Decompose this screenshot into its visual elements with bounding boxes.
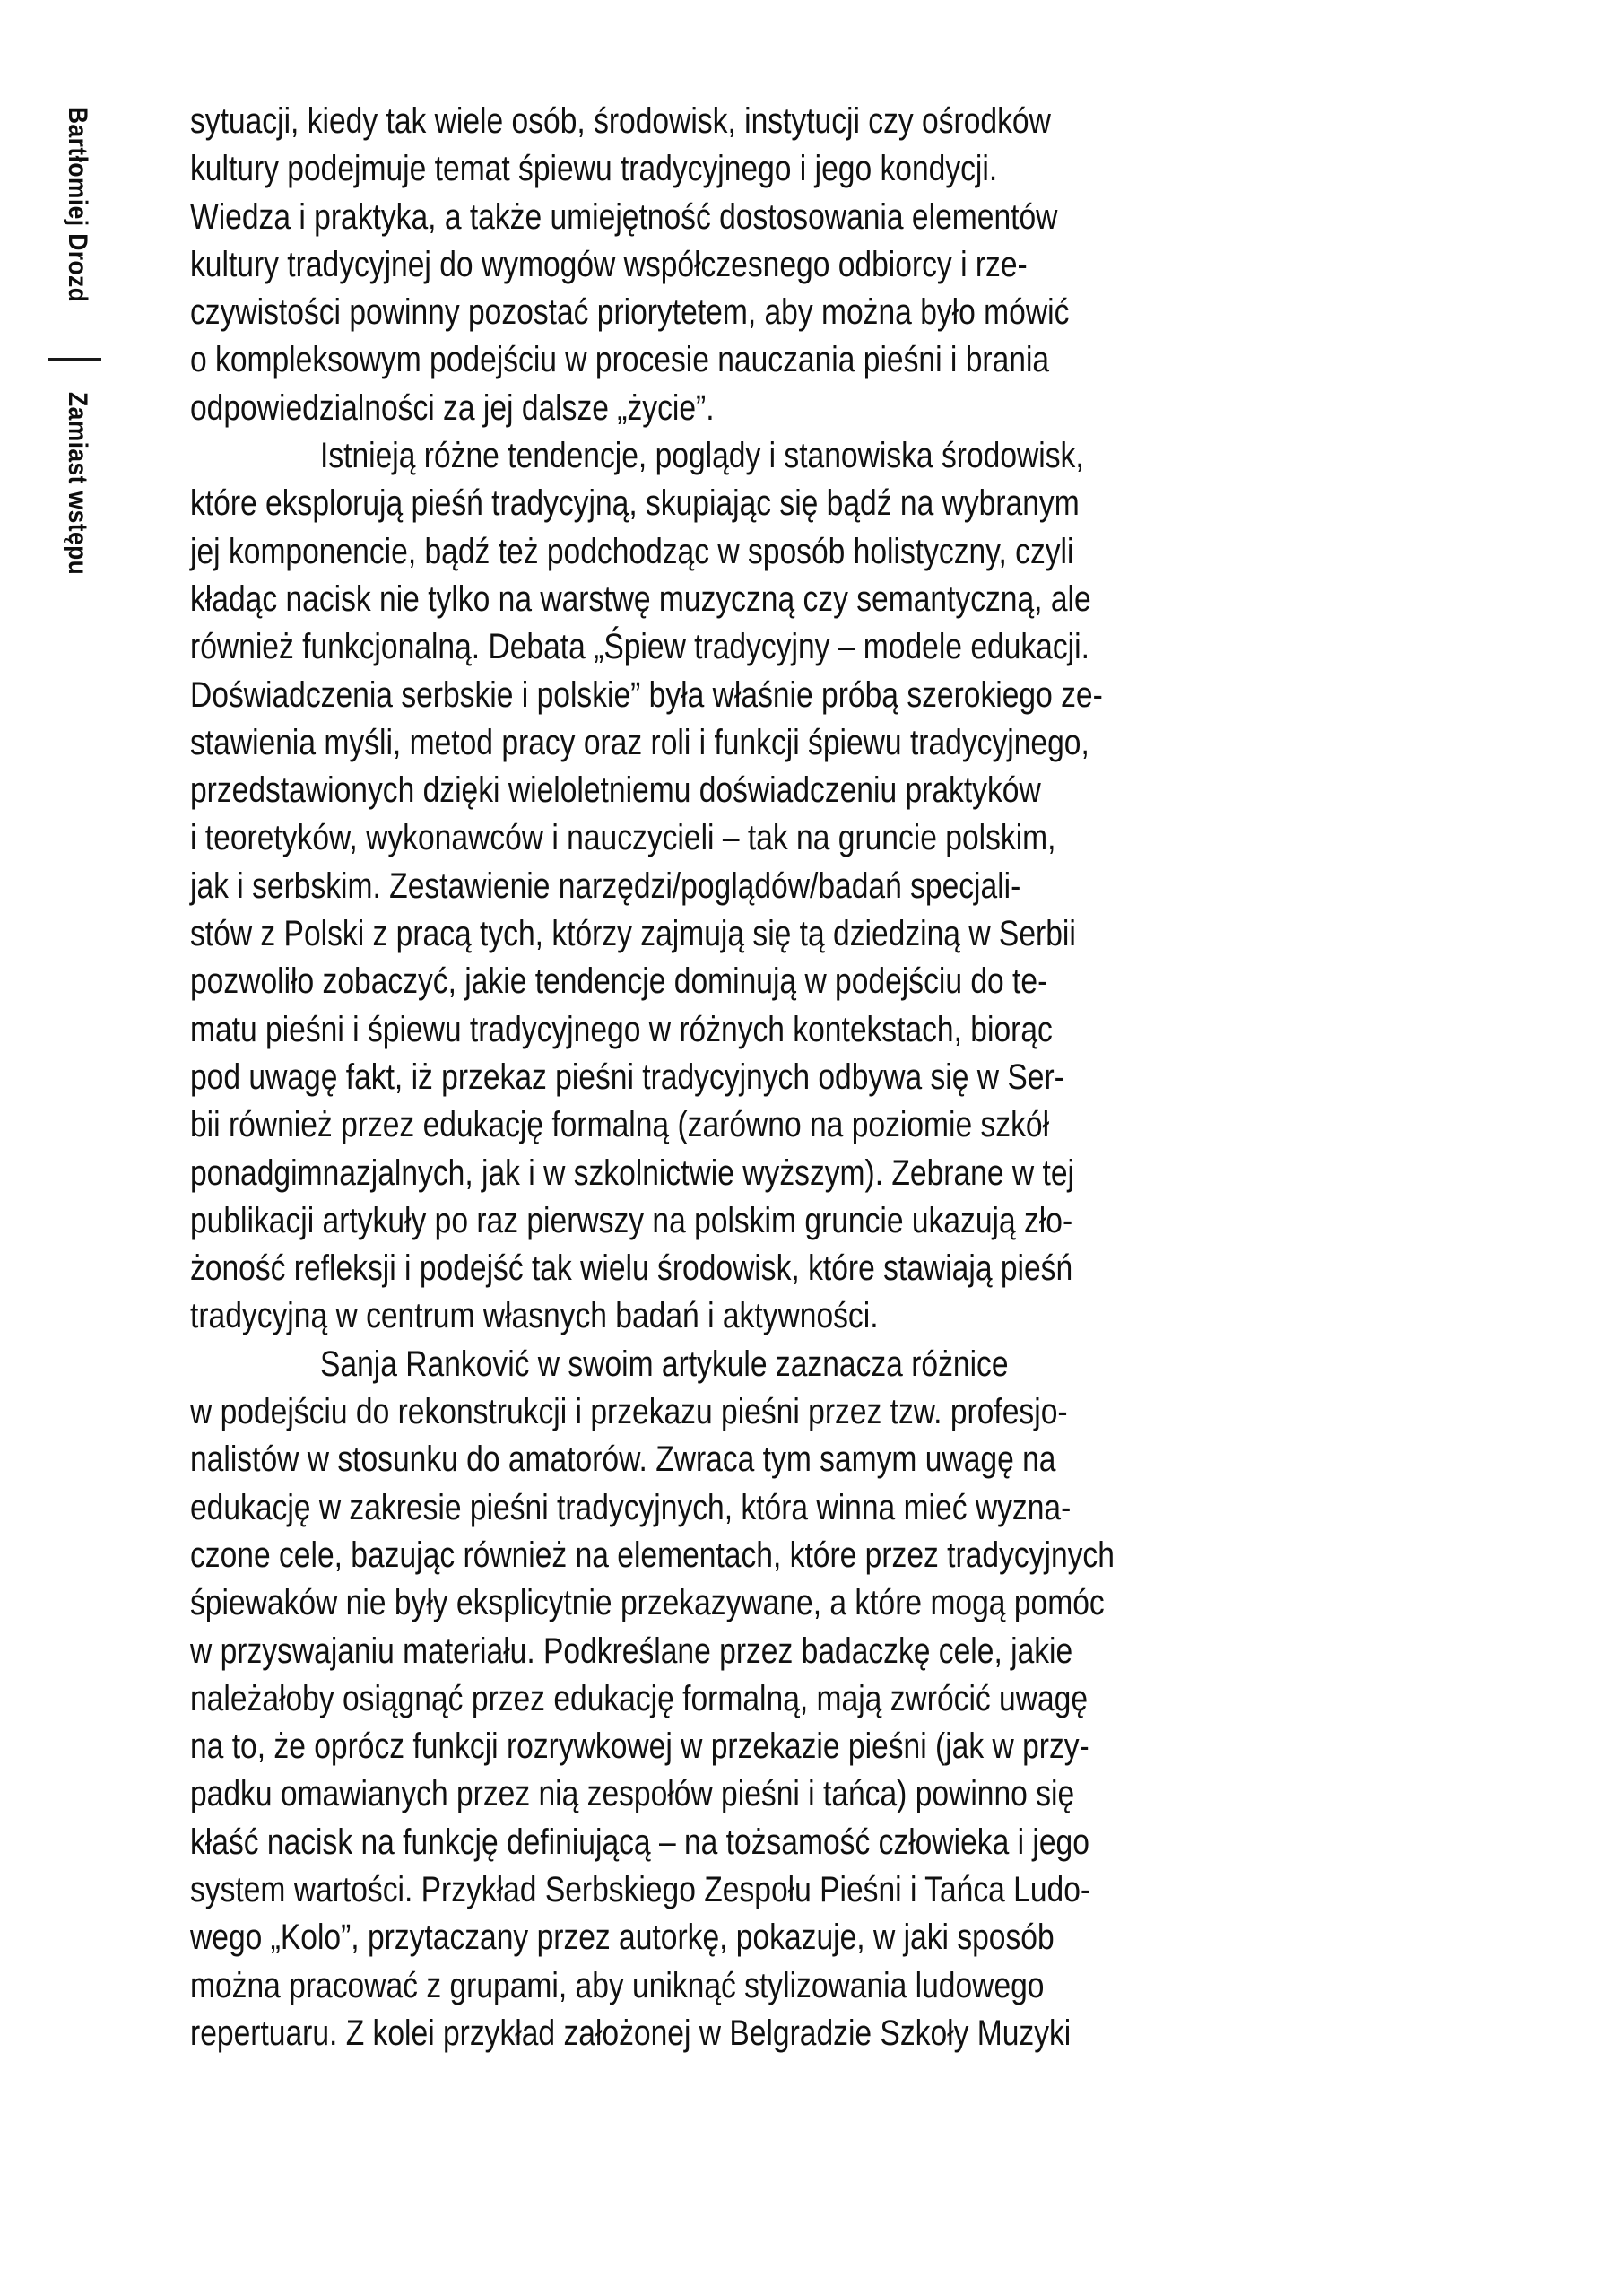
body-line: pozwoliło zobaczyć, jakie tendencje dominują w podejściu do te- bbox=[190, 961, 1048, 1002]
body-line: sytuacji, kiedy tak wiele osób, środowisk, instytucji czy ośrodków bbox=[190, 101, 1051, 141]
body-line: kłaść nacisk na funkcję definiującą – na tożsamość człowieka i jego bbox=[190, 1822, 1089, 1862]
sidebar-author-vertical-text: Bartłomiej Drozd bbox=[63, 107, 92, 303]
body-line: Wiedza i praktyka, a także umiejętność dostosowania elementów bbox=[190, 196, 1058, 237]
body-line: żoność refleksji i podejść tak wielu środowisk, które stawiają pieśń bbox=[190, 1248, 1073, 1289]
body-line: matu pieśni i śpiewu tradycyjnego w różnych kontekstach, biorąc bbox=[190, 1009, 1053, 1049]
body-line: należałoby osiągnąć przez edukację formalną, mają zwrócić uwagę bbox=[190, 1678, 1089, 1718]
body-line: na to, że oprócz funkcji rozrywkowej w przekazie pieśni (jak w przy- bbox=[190, 1726, 1089, 1767]
body-line: Istnieją różne tendencje, poglądy i stanowiska środowisk, bbox=[320, 436, 1084, 476]
body-line: o kompleksowym podejściu w procesie nauczania pieśni i brania bbox=[190, 340, 1050, 380]
body-line: śpiewaków nie były eksplicytnie przekazywane, a które mogą pomóc bbox=[190, 1583, 1105, 1623]
body-line: Doświadczenia serbskie i polskie” była właśnie próbą szerokiego ze- bbox=[190, 674, 1103, 715]
body-line: i teoretyków, wykonawców i nauczycieli – tak na gruncie polskim, bbox=[190, 818, 1056, 858]
body-line: stów z Polski z pracą tych, którzy zajmują się tą dziedziną w Serbii bbox=[190, 914, 1076, 954]
body-line: które eksplorują pieśń tradycyjną, skupiając się bądź na wybranym bbox=[190, 483, 1080, 524]
body-line: jak i serbskim. Zestawienie narzędzi/poglądów/badań specjali- bbox=[190, 865, 1021, 906]
body-line: ponadgimnazjalnych, jak i w szkolnictwie wyższym). Zebrane w tej bbox=[190, 1152, 1074, 1193]
body-line: przedstawionych dzięki wieloletniemu doświadczeniu praktyków bbox=[190, 770, 1041, 811]
sidebar-separator-rule bbox=[48, 358, 101, 361]
body-line: repertuaru. Z kolei przykład założonej w Belgradzie Szkoły Muzyki bbox=[190, 2013, 1072, 2053]
body-line: czywistości powinny pozostać priorytetem, aby można było mówić bbox=[190, 292, 1070, 333]
sidebar-chapter-title-vertical-text: Zamiast wstępu bbox=[63, 392, 92, 576]
body-line: wego „Kolo”, przytaczany przez autorkę, pokazuje, w jaki sposób bbox=[190, 1918, 1055, 1958]
body-line: kultury tradycyjnej do wymogów współczesnego odbiorcy i rze- bbox=[190, 244, 1028, 284]
body-line: kładąc nacisk nie tylko na warstwę muzyczną czy semantyczną, ale bbox=[190, 578, 1091, 619]
body-line: pod uwagę fakt, iż przekaz pieśni tradycyjnych odbywa się w Ser- bbox=[190, 1057, 1064, 1097]
body-line: stawienia myśli, metod pracy oraz roli i funkcji śpiewu tradycyjnego, bbox=[190, 722, 1089, 762]
body-line: Sanja Ranković w swoim artykule zaznacza różnice bbox=[320, 1344, 1009, 1384]
body-line: można pracować z grupami, aby uniknąć stylizowania ludowego bbox=[190, 1965, 1045, 2005]
body-line: bii również przez edukację formalną (zarówno na poziomie szkół bbox=[190, 1105, 1050, 1145]
body-line: jej komponencie, bądź też podchodząc w sposób holistyczny, czyli bbox=[190, 531, 1074, 571]
body-line: czone cele, bazując również na elementach, które przez tradycyjnych bbox=[190, 1535, 1115, 1575]
body-line: tradycyjną w centrum własnych badań i aktywności. bbox=[190, 1296, 879, 1336]
body-line: w przyswajaniu materiału. Podkreślane przez badaczkę cele, jakie bbox=[190, 1631, 1073, 1671]
body-line: również funkcjonalną. Debata „Śpiew tradycyjny – modele edukacji. bbox=[190, 627, 1089, 667]
body-line: publikacji artykuły po raz pierwszy na polskim gruncie ukazują zło- bbox=[190, 1200, 1073, 1240]
body-line: w podejściu do rekonstrukcji i przekazu pieśni przez tzw. profesjo- bbox=[190, 1392, 1068, 1432]
body-line: kultury podejmuje temat śpiewu tradycyjnego i jego kondycji. bbox=[190, 149, 998, 189]
body-line: nalistów w stosunku do amatorów. Zwraca tym samym uwagę na bbox=[190, 1439, 1056, 1480]
page-body-text bbox=[190, 98, 1290, 2057]
body-line: padku omawianych przez nią zespołów pieśni i tańca) powinno się bbox=[190, 1774, 1075, 1814]
body-line: edukację w zakresie pieśni tradycyjnych, która winna mieć wyzna- bbox=[190, 1487, 1072, 1527]
body-line: odpowiedzialności za jej dalsze „życie”. bbox=[190, 387, 715, 428]
body-line: system wartości. Przykład Serbskiego Zespołu Pieśni i Tańca Ludo- bbox=[190, 1869, 1091, 1909]
